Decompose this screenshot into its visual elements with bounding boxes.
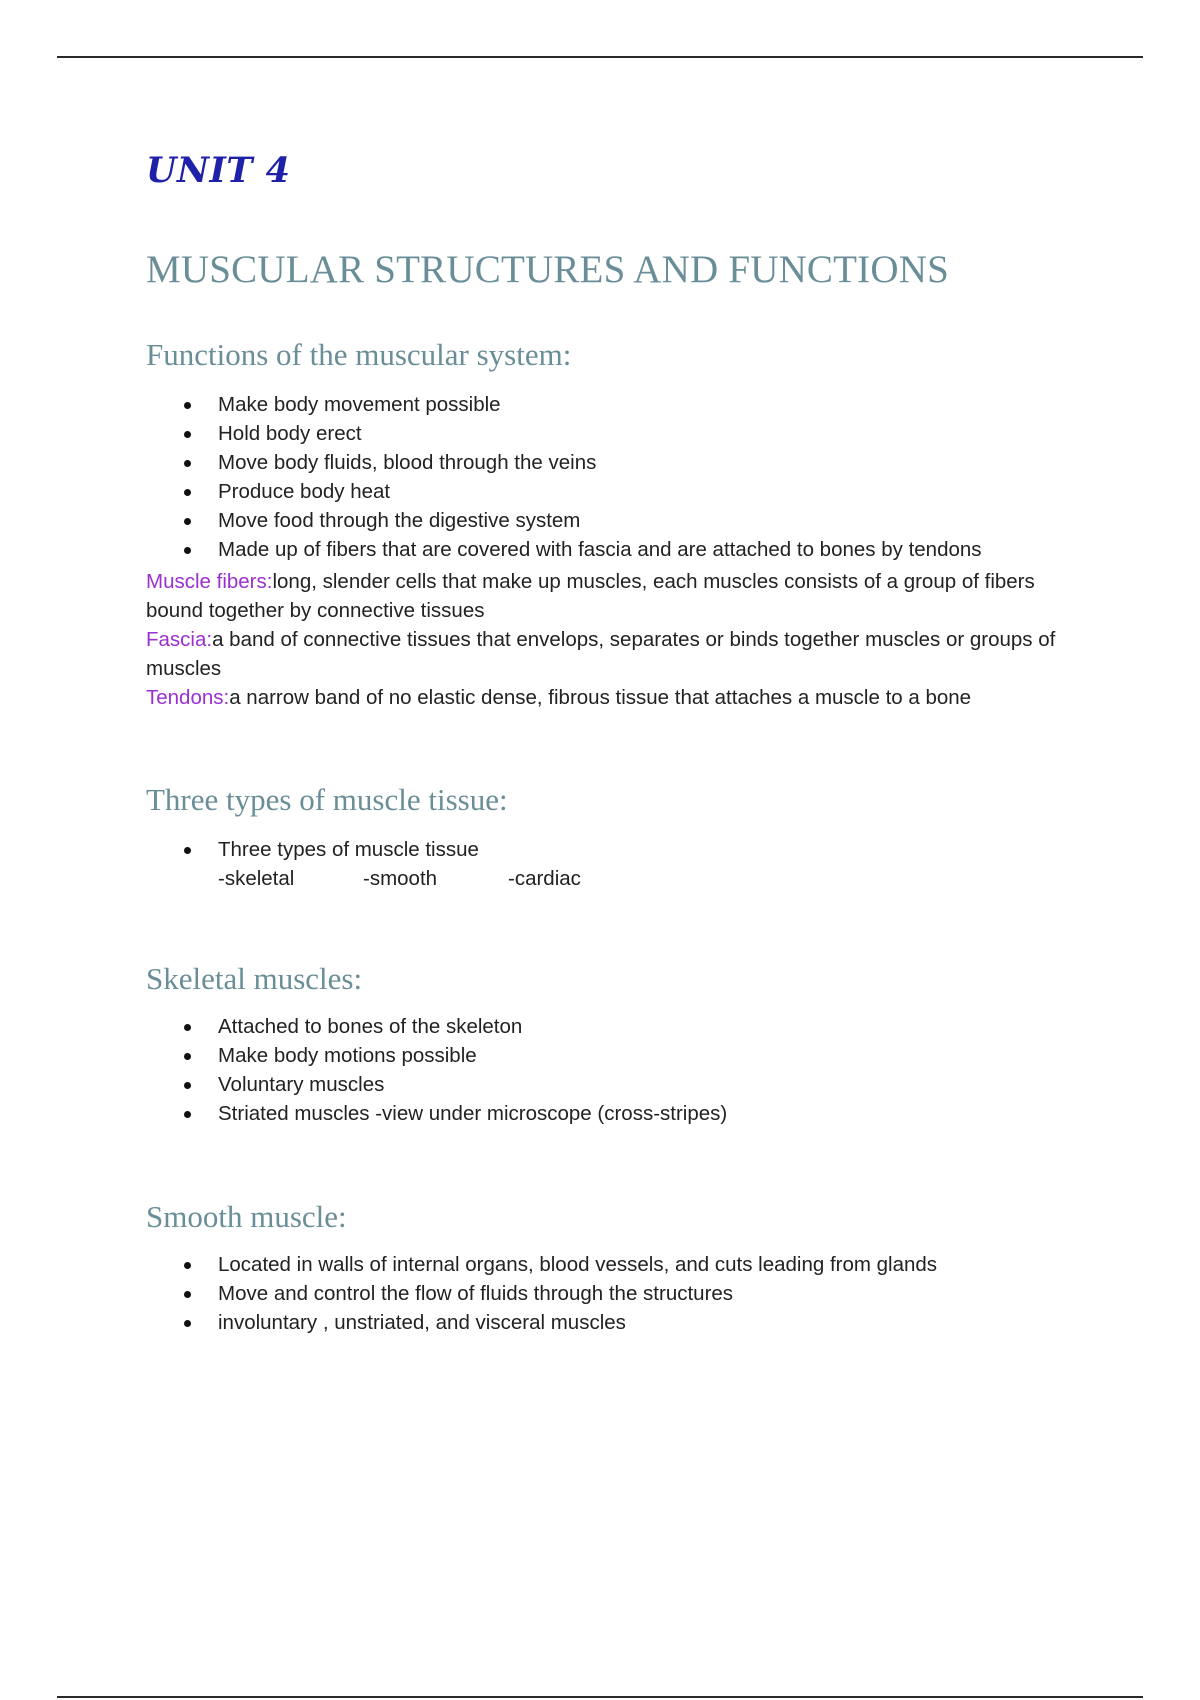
list-item: Made up of fibers that are covered with fascia and are attached to bones by tendons [182, 535, 982, 564]
types-heading: Three types of muscle tissue: [146, 782, 508, 817]
muscle-types-row [218, 864, 581, 893]
list-item: Located in walls of internal organs, blood vessels, and cuts leading from glands [182, 1250, 937, 1279]
bottom-rule [57, 1696, 1143, 1698]
unit-label: UNIT 4 [146, 150, 291, 191]
definition-term: Muscle fibers: [146, 570, 273, 593]
definition-text: a band of connective tissues that envelops, separates or binds together muscles or groups of muscles [146, 628, 1056, 680]
list-item: Hold body erect [182, 419, 982, 448]
smooth-list [182, 1250, 937, 1337]
definition-text: a narrow band of no elastic dense, fibrous tissue that attaches a muscle to a bone [229, 686, 972, 709]
skeletal-heading: Skeletal muscles: [146, 961, 363, 996]
list-item: Move food through the digestive system [182, 506, 982, 535]
type-smooth: -smooth [363, 867, 438, 890]
list-item: Move body fluids, blood through the veins [182, 448, 982, 477]
functions-list [182, 390, 982, 564]
definition-term: Fascia: [146, 628, 213, 651]
list-item: Striated muscles -view under microscope (cross-stripes) [182, 1099, 727, 1128]
definition-fascia [146, 625, 1076, 683]
list-item: involuntary , unstriated, and visceral muscles [182, 1308, 937, 1337]
definitions [146, 567, 1076, 712]
page-title: MUSCULAR STRUCTURES AND FUNCTIONS [146, 248, 949, 291]
top-rule [57, 56, 1143, 58]
list-item: Voluntary muscles [182, 1070, 727, 1099]
list-item: Make body motions possible [182, 1041, 727, 1070]
smooth-heading: Smooth muscle: [146, 1199, 347, 1234]
list-item: Produce body heat [182, 477, 982, 506]
list-item: Attached to bones of the skeleton [182, 1012, 727, 1041]
definition-term: Tendons: [146, 686, 230, 709]
skeletal-list [182, 1012, 727, 1128]
list-item: Three types of muscle tissue [182, 835, 479, 864]
definition-muscle-fibers [146, 567, 1076, 625]
definition-tendons [146, 683, 1076, 712]
type-skeletal: -skeletal [218, 867, 295, 890]
functions-heading: Functions of the muscular system: [146, 337, 572, 372]
list-item: Move and control the flow of fluids through the structures [182, 1279, 937, 1308]
definition-text: long, slender cells that make up muscles, each muscles consists of a group of fibers bound together by connective tissues [146, 570, 1035, 622]
types-list [182, 835, 479, 864]
type-cardiac: -cardiac [508, 867, 581, 890]
list-item: Make body movement possible [182, 390, 982, 419]
